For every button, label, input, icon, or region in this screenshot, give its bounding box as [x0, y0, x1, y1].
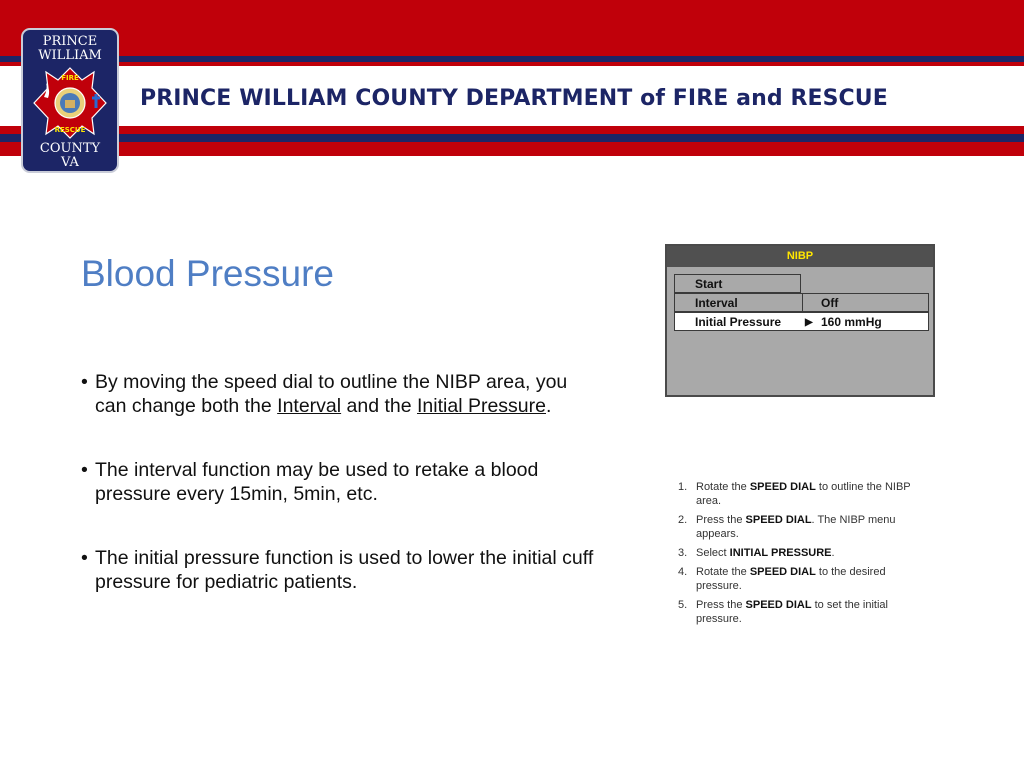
step-number: 4. [678, 566, 688, 578]
step-number: 5. [678, 599, 688, 611]
instruction-step [678, 513, 928, 541]
bullet-dot: • [81, 371, 88, 393]
step-number: 1. [678, 481, 688, 493]
step-keyword: SPEED DIAL [749, 481, 816, 493]
step-text: to outline the NIBP area. [696, 481, 911, 507]
instruction-step [678, 480, 928, 508]
step-text: Press the [696, 599, 746, 611]
interval-label: Interval [695, 296, 738, 310]
badge-fire-text: FIRE [61, 74, 79, 82]
nibp-start-row: Start [674, 274, 801, 293]
step-number: 3. [678, 547, 688, 559]
bullet-item [81, 546, 601, 594]
nibp-interval-row [674, 293, 929, 312]
instruction-step [678, 546, 928, 560]
maltese-cross-icon [32, 66, 108, 140]
slide-title: Blood Pressure [81, 253, 334, 294]
initial-pressure-label: Initial Pressure [695, 315, 782, 329]
interval-term: Interval [277, 395, 342, 417]
department-title: PRINCE WILLIAM COUNTY DEPARTMENT of FIRE and RESCUE [140, 86, 888, 111]
step-text: . The NIBP menu appears. [696, 514, 896, 540]
step-text: Rotate the [696, 481, 750, 493]
badge-top-text [23, 35, 117, 63]
initial-pressure-term: Initial Pressure [417, 395, 546, 417]
nibp-menu-panel [665, 244, 935, 397]
step-text: Press the [696, 514, 746, 526]
header-banner [0, 0, 1024, 160]
step-keyword: SPEED DIAL [749, 566, 816, 578]
bullet-text: By moving the speed dial to outline the NIBP area, you can change both the [95, 371, 568, 417]
step-text: to set the initial pressure. [696, 599, 888, 625]
initial-pressure-value: 160 mmHg [821, 315, 882, 329]
instruction-step [678, 598, 928, 626]
instruction-steps [678, 480, 928, 631]
bullet-dot: • [81, 459, 88, 481]
step-text: to the desired pressure. [696, 566, 886, 592]
banner-red-stripe [0, 126, 1024, 134]
bullet-text: . [545, 395, 552, 417]
bullet-item [81, 458, 601, 506]
badge-line: PRINCE [42, 34, 98, 49]
bullet-item [81, 370, 601, 418]
instruction-step [678, 565, 928, 593]
step-text: Select [696, 547, 730, 559]
banner-red-stripe [0, 0, 1024, 56]
bullet-text: and the [341, 395, 418, 417]
interval-value: Off [821, 296, 839, 310]
bullet-list [81, 370, 601, 634]
selection-arrow-icon: ▶ [805, 317, 813, 328]
nibp-panel-title: NIBP [667, 246, 933, 267]
bullet-text: The initial pressure function is used to lower the initial cuff pressure for pediatric patients. [95, 547, 594, 593]
badge-bottom-text [23, 142, 117, 170]
step-text: . [831, 547, 835, 559]
banner-red-stripe [0, 142, 1024, 156]
badge-line: VA [61, 155, 79, 170]
nibp-initial-pressure-row [674, 312, 929, 331]
county-badge-logo [21, 28, 119, 173]
badge-line: COUNTY [39, 141, 101, 156]
badge-rescue-text: RESCUE [54, 126, 86, 134]
step-text: Rotate the [696, 566, 750, 578]
cell-divider [802, 294, 803, 311]
badge-line: WILLIAM [38, 48, 102, 63]
step-keyword: SPEED DIAL [745, 514, 812, 526]
banner-navy-stripe [0, 134, 1024, 142]
step-keyword: SPEED DIAL [745, 599, 812, 611]
step-keyword: INITIAL PRESSURE [729, 547, 832, 559]
step-number: 2. [678, 514, 688, 526]
bullet-dot: • [81, 547, 88, 569]
bullet-text: The interval function may be used to retake a blood pressure every 15min, 5min, etc. [95, 459, 539, 505]
